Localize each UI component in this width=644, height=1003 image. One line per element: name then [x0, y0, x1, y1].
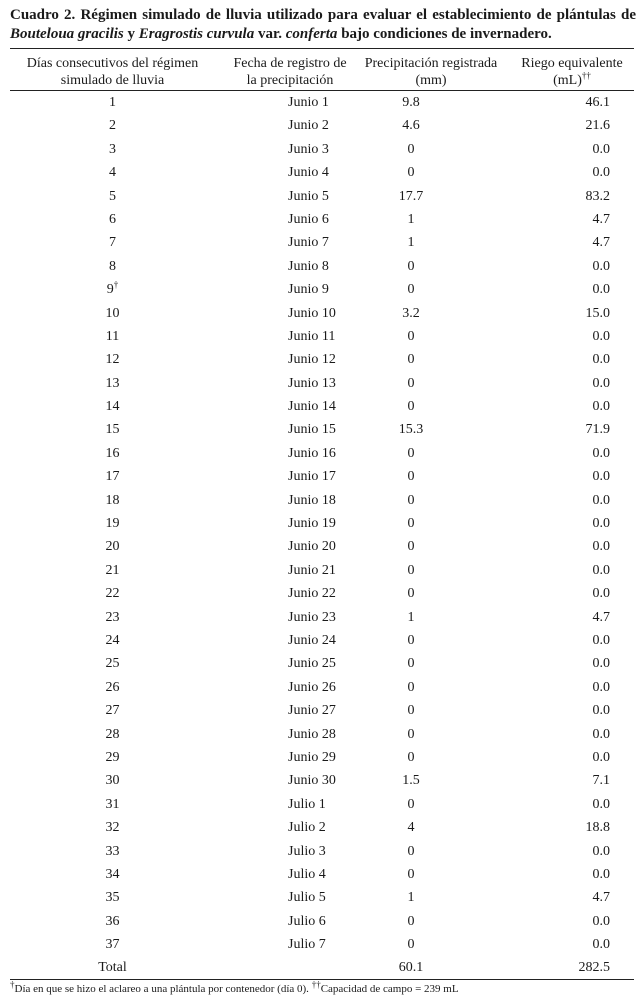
header-riego: Riego equivalente (mL)††: [521, 56, 623, 88]
total-riego: 282.5: [578, 960, 610, 975]
riego-cell: 4.7: [592, 211, 610, 227]
precip-cell: 0: [407, 352, 415, 368]
precip-cell: 0: [407, 866, 415, 882]
table-row: [10, 443, 634, 466]
riego-cell: 0.0: [592, 749, 610, 765]
table-row: [10, 560, 634, 583]
precip-cell: 0: [407, 258, 415, 274]
table-row: [10, 864, 634, 887]
table-row: [10, 513, 634, 536]
precip-cell: 4: [407, 820, 415, 836]
day-cell: 32: [105, 820, 120, 836]
day-cell: 27: [105, 703, 120, 719]
date-cell: Julio 6: [288, 913, 326, 929]
date-cell: Junio 5: [288, 188, 329, 204]
riego-cell: 0.0: [592, 399, 610, 415]
precip-cell: 0: [407, 516, 415, 532]
date-cell: Julio 1: [288, 796, 326, 812]
table-row: [10, 887, 634, 910]
header-days: Días consecutivos del régimen simulado de lluvia: [26, 56, 199, 88]
day-cell: 6: [109, 211, 116, 227]
riego-cell: 0.0: [592, 913, 610, 929]
table-row: [10, 653, 634, 676]
precip-cell: 0: [407, 375, 415, 391]
date-cell: Junio 8: [288, 258, 329, 274]
table-row: [10, 419, 634, 442]
table-row: [10, 466, 634, 489]
riego-cell: 0.0: [592, 656, 610, 672]
day-cell: 34: [105, 866, 120, 882]
date-cell: Junio 17: [288, 469, 336, 485]
day-cell: 36: [105, 913, 120, 929]
day-cell: 5: [109, 188, 116, 204]
day-cell: 35: [105, 890, 120, 906]
table-row: [10, 677, 634, 700]
day-cell: 33: [105, 843, 120, 859]
date-cell: Junio 23: [288, 609, 336, 625]
top-rule: [10, 48, 634, 49]
precip-cell: 0: [407, 679, 415, 695]
riego-cell: 71.9: [585, 422, 610, 438]
day-cell: 18: [105, 492, 120, 508]
precip-cell: 0: [407, 469, 415, 485]
table-row: [10, 630, 634, 653]
table-row: [10, 349, 634, 372]
day-cell: 21: [105, 562, 120, 578]
riego-cell: 0.0: [592, 141, 610, 157]
table-row: [10, 536, 634, 559]
riego-cell: 0.0: [592, 375, 610, 391]
date-cell: Julio 7: [288, 937, 326, 953]
riego-cell: 4.7: [592, 890, 610, 906]
riego-cell: 0.0: [592, 539, 610, 555]
precip-cell: 0: [407, 282, 415, 298]
precip-cell: 3.2: [402, 305, 420, 321]
day-value: 9: [106, 282, 114, 298]
riego-cell: 0.0: [592, 328, 610, 344]
precip-cell: 1.5: [402, 773, 420, 789]
precip-cell: 0: [407, 586, 415, 602]
day-cell: 31: [105, 796, 120, 812]
day-cell: 12: [105, 352, 120, 368]
table-row: [10, 303, 634, 326]
date-cell: Junio 18: [288, 492, 336, 508]
date-cell: Junio 14: [288, 399, 336, 415]
riego-cell: 0.0: [592, 796, 610, 812]
header-rule: [10, 90, 634, 91]
date-cell: Julio 4: [288, 866, 326, 882]
precip-cell: 0: [407, 656, 415, 672]
precip-cell: 9.8: [402, 95, 420, 110]
day-cell: 28: [105, 726, 120, 742]
riego-cell: 46.1: [585, 95, 610, 110]
riego-cell: 0.0: [592, 866, 610, 882]
species-1: Bouteloua gracilis: [10, 26, 124, 42]
date-cell: Junio 24: [288, 632, 336, 648]
day-cell: 4: [109, 165, 116, 181]
day-cell: 11: [105, 328, 120, 344]
riego-cell: 15.0: [585, 305, 610, 321]
day-cell: 17: [105, 469, 120, 485]
table-row: [10, 396, 634, 419]
precip-cell: 0: [407, 749, 415, 765]
riego-cell: 0.0: [592, 632, 610, 648]
precip-cell: 4.6: [402, 118, 420, 134]
riego-cell: 4.7: [592, 235, 610, 251]
precip-cell: 1: [407, 609, 415, 625]
riego-cell: 0.0: [592, 258, 610, 274]
table-row: [10, 326, 634, 349]
day-cell: 19: [105, 516, 120, 532]
table-caption: Cuadro 2. Régimen simulado de lluvia utilizado para evaluar el establecimiento de plántulas de Bouteloua gracilis y Eragrostis curvula var. conferta bajo condiciones de invernadero.: [10, 7, 636, 42]
precip-cell: 0: [407, 796, 415, 812]
variety: conferta: [285, 26, 338, 42]
precip-cell: 0: [407, 562, 415, 578]
date-cell: Junio 15: [288, 422, 336, 438]
table-row: [10, 724, 634, 747]
header-date: Fecha de registro de la precipitación: [233, 56, 347, 88]
day-cell: 37: [105, 937, 120, 953]
day-cell: 8: [109, 258, 116, 274]
table-row: [10, 583, 634, 606]
riego-cell: 0.0: [592, 562, 610, 578]
date-cell: Junio 2: [288, 118, 329, 134]
date-cell: Julio 5: [288, 890, 326, 906]
riego-cell: 0.0: [592, 679, 610, 695]
riego-cell: 18.8: [585, 820, 610, 836]
table-row: [10, 115, 634, 138]
precip-cell: 0: [407, 141, 415, 157]
riego-cell: 0.0: [592, 703, 610, 719]
precip-cell: 17.7: [398, 188, 424, 204]
table-row: [10, 373, 634, 396]
riego-cell: 0.0: [592, 843, 610, 859]
date-cell: Junio 12: [288, 352, 336, 368]
table-row: [10, 279, 634, 302]
date-cell: Junio 19: [288, 516, 336, 532]
precip-cell: 1: [407, 890, 415, 906]
riego-cell: 4.7: [592, 609, 610, 625]
date-cell: Junio 13: [288, 375, 336, 391]
riego-cell: 0.0: [592, 726, 610, 742]
day-cell: 14: [105, 399, 120, 415]
day-cell: 23: [105, 609, 120, 625]
day-cell: 13: [105, 375, 120, 391]
total-label: Total: [98, 960, 127, 975]
riego-cell: 0.0: [592, 469, 610, 485]
day-cell: [10, 279, 215, 298]
day-cell: 26: [105, 679, 120, 695]
table-row: [10, 232, 634, 255]
riego-cell: 21.6: [585, 118, 610, 134]
day-cell: 20: [105, 539, 120, 555]
date-cell: Junio 1: [288, 95, 329, 110]
precip-cell: 0: [407, 165, 415, 181]
date-cell: Junio 6: [288, 211, 329, 227]
day-cell: 10: [105, 305, 120, 321]
precip-cell: 1: [407, 211, 415, 227]
table-row: [10, 256, 634, 279]
day-cell: 2: [109, 118, 116, 134]
precip-cell: 15.3: [398, 422, 424, 438]
date-cell: Junio 9: [288, 282, 329, 298]
table-row: [10, 841, 634, 864]
bottom-rule: [10, 979, 634, 980]
date-cell: Junio 21: [288, 562, 336, 578]
day-cell: 7: [109, 235, 116, 251]
day-cell: 25: [105, 656, 120, 672]
riego-cell: 0.0: [592, 352, 610, 368]
precip-cell: 0: [407, 913, 415, 929]
date-cell: Junio 11: [288, 328, 336, 344]
precip-cell: 0: [407, 328, 415, 344]
header-precip: Precipitación registrada (mm): [364, 56, 498, 88]
day-cell: 3: [109, 141, 116, 157]
table-row: [10, 162, 634, 185]
day-cell: 16: [105, 445, 120, 461]
date-cell: Junio 26: [288, 679, 336, 695]
precip-cell: 0: [407, 632, 415, 648]
day-cell: 29: [105, 749, 120, 765]
date-cell: Junio 22: [288, 586, 336, 602]
table-row: [10, 770, 634, 793]
date-cell: Junio 27: [288, 703, 336, 719]
data-table: [10, 92, 634, 957]
date-cell: Junio 10: [288, 305, 336, 321]
day-cell: 30: [105, 773, 120, 789]
table-row: [10, 747, 634, 770]
table-row: [10, 700, 634, 723]
day-cell: 24: [105, 632, 120, 648]
date-cell: Junio 4: [288, 165, 329, 181]
riego-cell: 0.0: [592, 492, 610, 508]
date-cell: Junio 16: [288, 445, 336, 461]
date-cell: Junio 3: [288, 141, 329, 157]
date-cell: Junio 20: [288, 539, 336, 555]
precip-cell: 0: [407, 937, 415, 953]
dagger-mark: †: [113, 279, 119, 290]
table-row: [10, 607, 634, 630]
riego-cell: 0.0: [592, 516, 610, 532]
table-row: [10, 911, 634, 934]
day-cell: 22: [105, 586, 120, 602]
date-cell: Junio 28: [288, 726, 336, 742]
precip-cell: 0: [407, 399, 415, 415]
table-row: [10, 186, 634, 209]
riego-cell: 7.1: [592, 773, 610, 789]
precip-cell: 0: [407, 539, 415, 555]
day-cell: 1: [109, 95, 116, 110]
riego-cell: 0.0: [592, 586, 610, 602]
day-cell: 15: [105, 422, 120, 438]
precip-cell: 0: [407, 492, 415, 508]
table-row: [10, 817, 634, 840]
table-row: [10, 92, 634, 115]
date-cell: Junio 25: [288, 656, 336, 672]
footnote: †Día en que se hizo el aclareo a una plántula por contenedor (día 0). ††Capacidad de campo = 239 mL: [10, 979, 459, 995]
table-row: [10, 139, 634, 162]
precip-cell: 0: [407, 703, 415, 719]
species-2: Eragrostis curvula: [138, 26, 255, 42]
total-precip: 60.1: [398, 960, 424, 975]
riego-cell: 83.2: [585, 188, 610, 204]
riego-cell: 0.0: [592, 445, 610, 461]
date-cell: Junio 29: [288, 749, 336, 765]
date-cell: Junio 7: [288, 235, 329, 251]
total-row: [10, 958, 634, 978]
riego-cell: 0.0: [592, 282, 610, 298]
table-row: [10, 209, 634, 232]
table-row: [10, 490, 634, 513]
precip-cell: 0: [407, 843, 415, 859]
date-cell: Julio 2: [288, 820, 326, 836]
date-cell: Julio 3: [288, 843, 326, 859]
table-row: [10, 934, 634, 957]
riego-cell: 0.0: [592, 165, 610, 181]
precip-cell: 1: [407, 235, 415, 251]
precip-cell: 0: [407, 726, 415, 742]
table-row: [10, 794, 634, 817]
date-cell: Junio 30: [288, 773, 336, 789]
riego-cell: 0.0: [592, 937, 610, 953]
precip-cell: 0: [407, 445, 415, 461]
